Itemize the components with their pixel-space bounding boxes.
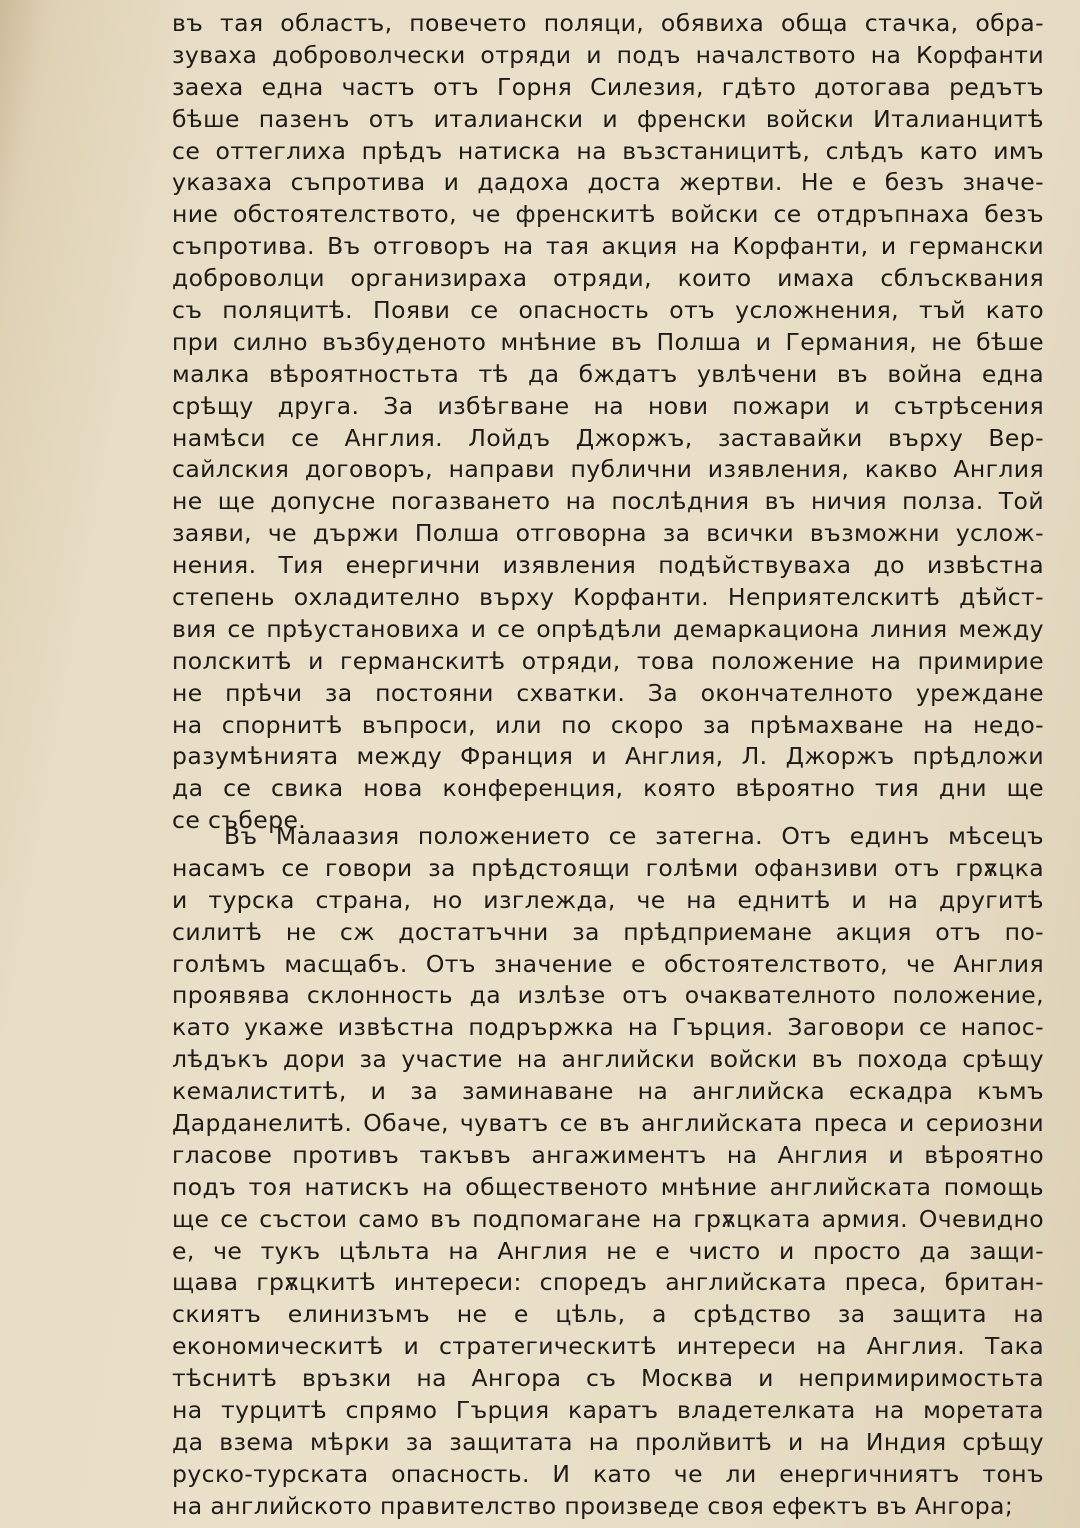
text-line: на турцитѣ спрямо Гърция каратъ владетелката на моретата	[172, 1396, 1044, 1425]
text-line: щава грѫцкитѣ интереси: споредъ английската преса, британ-	[172, 1268, 1044, 1297]
text-line: лѣдъкъ дори за участие на английски войски въ похода срѣщу	[172, 1045, 1044, 1074]
text-line: голѣмъ масщабъ. Отъ значение е обстоятелството, че Англия	[172, 949, 1044, 978]
text-line: насамъ се говори за прѣдстоящи голѣми офанзиви отъ грѫцка	[172, 853, 1044, 882]
text-line: кемалиститѣ, и за заминаване на английска ескадра къмъ	[172, 1077, 1044, 1106]
text-line: подъ тоя натискъ на общественото мнѣние английската помощь	[172, 1172, 1044, 1201]
text-line: сайлския договоръ, направи публични изявления, какво Англия	[172, 455, 1044, 484]
text-line: силитѣ не сж достатъчни за прѣдприемане акция отъ по-	[172, 917, 1044, 946]
text-line: вия се прѣустановиха и се опрѣдѣли демаркациона линия между	[172, 614, 1044, 643]
text-line: нения. Тия енергични изявления подѣйствуваха до извѣстна	[172, 551, 1044, 580]
text-line: се събере.	[172, 806, 307, 835]
text-line: Дарданелитѣ. Обаче, чуватъ се въ английската преса и сериозни	[172, 1109, 1044, 1138]
text-line: е, че тукъ цѣльта на Англия не е чисто и просто да защи-	[172, 1236, 1044, 1265]
text-line: гласове противъ такъвъ ангажиментъ на Англия и вѣроятно	[172, 1140, 1044, 1169]
text-line: се оттеглиха прѣдъ натиска на възстаницитѣ, слѣдъ като имъ	[172, 136, 1044, 165]
text-line: съ поляцитѣ. Появи се опасность отъ усложнения, тъй като	[172, 296, 1044, 325]
text-line: зуваха доброволчески отряди и подъ началството на Корфанти	[172, 40, 1044, 69]
text-line: проявява склонность да излѣзе отъ очаквателното положение,	[172, 981, 1044, 1010]
text-line: малка вѣроятностьта тѣ да бждатъ увлѣчени въ война една	[172, 359, 1044, 388]
text-line: тѣснитѣ връзки на Ангора съ Москва и непримиримостьта	[172, 1364, 1044, 1393]
text-line: ще се състои само въ подпомагане на грѫцката армия. Очевидно	[172, 1204, 1044, 1233]
text-line: да взема мѣрки за защитата на пролйвитѣ и на Индия срѣщу	[172, 1427, 1044, 1456]
text-line: заяви, че държи Полша отговорна за всички възможни услож-	[172, 519, 1044, 548]
text-line: заеха една частъ отъ Горня Силезия, гдѣто дотогава редътъ	[172, 72, 1044, 101]
text-line: на спорнитѣ въпроси, или по скоро за прѣмахване на недо-	[172, 710, 1044, 739]
text-line: економическитѣ и стратегическитѣ интереси на Англия. Така	[172, 1332, 1044, 1361]
text-line: указаха съпротива и дадоха доста жертви. Не е безъ значе-	[172, 168, 1044, 197]
text-line: Въ Малаазия положението се затегна. Отъ единъ мѣсецъ	[224, 822, 1044, 850]
paragraph-2	[172, 821, 1044, 1523]
paragraph-1	[172, 8, 1044, 837]
text-line: не ще допусне погазването на послѣдния въ ничия полза. Той	[172, 487, 1044, 516]
text-line: доброволци организираха отряди, които имаха сблъсквания	[172, 264, 1044, 293]
text-line: като укаже извѣстна подрържка на Гърция. Заговори се напос-	[172, 1013, 1044, 1042]
text-line: скиятъ елинизъмъ не е цѣль, а срѣдство за защита на	[172, 1300, 1044, 1329]
text-line: степень охладително върху Корфанти. Неприятелскитѣ дѣйст-	[172, 583, 1044, 612]
text-line: разумѣнията между Франция и Англия, Л. Джоржъ прѣдложи	[172, 742, 1044, 771]
text-line: руско-турската опасность. И като че ли енергичниятъ тонъ	[172, 1459, 1044, 1488]
text-line: да се свика нова конференция, която вѣроятно тия дни ще	[172, 774, 1044, 803]
text-line: не прѣчи за постояни схватки. За окончателното уреждане	[172, 678, 1044, 707]
text-line: ние обстоятелството, че френскитѣ войски се отдръпнаха безъ	[172, 200, 1044, 229]
text-line: бѣше пазенъ отъ италиански и френски войски Италианцитѣ	[172, 104, 1044, 133]
text-line: на английското правителство произведе своя ефектъ въ Ангора;	[172, 1491, 1014, 1520]
text-line: срѣщу друга. За избѣгване на нови пожари и сътрѣсения	[172, 391, 1044, 420]
text-line: съпротива. Въ отговоръ на тая акция на Корфанти, и германски	[172, 232, 1044, 261]
text-line: въ тая областъ, повечето поляци, обявиха обща стачка, обра-	[172, 9, 1044, 37]
text-line: полскитѣ и германскитѣ отряди, това положение на примирие	[172, 646, 1044, 675]
text-line: намѣси се Англия. Лойдъ Джоржъ, заставайки върху Вер-	[172, 423, 1044, 452]
text-line: при силно възбуденото мнѣние въ Полша и Германия, не бѣше	[172, 327, 1044, 356]
text-line: и турска страна, но изглежда, че на еднитѣ и на другитѣ	[172, 885, 1044, 914]
